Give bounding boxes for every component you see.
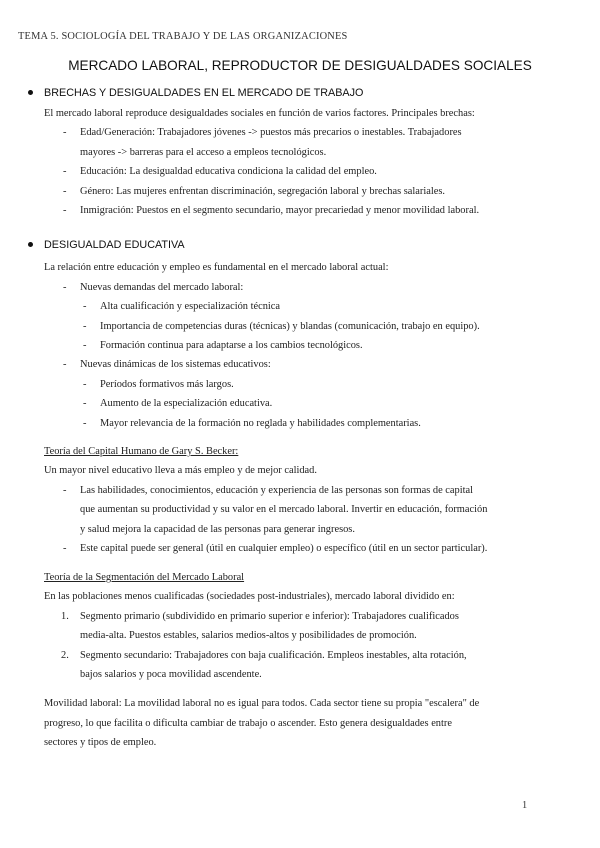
dash-icon: -	[83, 398, 87, 409]
numbered-item: Segmento primario (subdividido en primario superior e inferior): Trabajadores cualificados	[80, 611, 459, 622]
list-item: Nuevas demandas del mercado laboral:	[80, 282, 244, 293]
list-item-cont: y salud mejora la capacidad de las personas para generar ingresos.	[80, 524, 355, 535]
paragraph: El mercado laboral reproduce desigualdades sociales en función de varios factores. Principales brechas:	[44, 108, 475, 119]
list-item-cont: que aumentan su productividad y su valor en el mercado laboral. Invertir en educación, formación	[80, 504, 488, 515]
sub-list-item: Formación continua para adaptarse a los cambios tecnológicos.	[100, 340, 363, 351]
numbered-item-cont: media-alta. Puestos estables, salarios medios-altos y posibilidades de promoción.	[80, 630, 417, 641]
section-heading-desigualdad: DESIGUALDAD EDUCATIVA	[28, 239, 185, 251]
sub-list-item: Aumento de la especialización educativa.	[100, 398, 273, 409]
list-number: 2.	[61, 650, 69, 661]
list-item: Nuevas dinámicas de los sistemas educativos:	[80, 359, 271, 370]
page-title: MERCADO LABORAL, REPRODUCTOR DE DESIGUALDADES SOCIALES	[68, 58, 532, 73]
list-item: Las habilidades, conocimientos, educación y experiencia de las personas son formas de capital	[80, 485, 473, 496]
page-header: TEMA 5. SOCIOLOGÍA DEL TRABAJO Y DE LAS ORGANIZACIONES	[18, 31, 348, 42]
list-item: Género: Las mujeres enfrentan discriminación, segregación laboral y brechas salariales.	[80, 186, 445, 197]
numbered-item-cont: bajos salarios y poca movilidad ascendente.	[80, 669, 262, 680]
sub-list-item: Mayor relevancia de la formación no reglada y habilidades complementarias.	[100, 418, 421, 429]
list-item: Educación: La desigualdad educativa condiciona la calidad del empleo.	[80, 166, 377, 177]
sub-list-item: Importancia de competencias duras (técnicas) y blandas (comunicación, trabajo en equipo).	[100, 321, 480, 332]
dash-icon: -	[83, 418, 87, 429]
dash-icon: -	[63, 166, 67, 177]
dash-icon: -	[83, 301, 87, 312]
subsection-title-segmentation: Teoría de la Segmentación del Mercado Laboral	[44, 572, 245, 583]
bullet-icon	[28, 90, 33, 95]
page-number: 1	[522, 800, 528, 811]
subsection-title-becker: Teoría del Capital Humano de Gary S. Becker:	[44, 446, 239, 457]
section-heading-brechas: BRECHAS Y DESIGUALDADES EN EL MERCADO DE TRABAJO	[28, 87, 363, 99]
paragraph: Un mayor nivel educativo lleva a más empleo y de mejor calidad.	[44, 465, 317, 476]
dash-icon: -	[63, 282, 67, 293]
list-item: Edad/Generación: Trabajadores jóvenes -> puestos más precarios o inestables. Trabajadores	[80, 127, 462, 138]
sub-list-item: Alta cualificación y especialización técnica	[100, 301, 281, 312]
list-item: Inmigración: Puestos en el segmento secundario, mayor precariedad y menor movilidad laboral.	[80, 205, 480, 216]
dash-icon: -	[63, 186, 67, 197]
paragraph-mobility: progreso, lo que facilita o dificulta cambiar de trabajo o ascender. Esto genera desigualdades entre	[44, 718, 452, 729]
list-item-cont: mayores -> barreras para el acceso a empleos tecnológicos.	[80, 147, 327, 158]
dash-icon: -	[83, 321, 87, 332]
paragraph-mobility: sectores y tipos de empleo.	[44, 737, 157, 748]
dash-icon: -	[63, 205, 67, 216]
paragraph-mobility: Movilidad laboral: La movilidad laboral no es igual para todos. Cada sector tiene su propia "escalera" de	[44, 698, 480, 709]
dash-icon: -	[63, 127, 67, 138]
numbered-item: Segmento secundario: Trabajadores con baja cualificación. Empleos inestables, alta rotación,	[80, 650, 467, 661]
dash-icon: -	[83, 340, 87, 351]
paragraph: La relación entre educación y empleo es fundamental en el mercado laboral actual:	[44, 262, 389, 273]
paragraph: En las poblaciones menos cualificadas (sociedades post-industriales), mercado laboral dividido en:	[44, 591, 455, 602]
sub-list-item: Períodos formativos más largos.	[100, 379, 234, 390]
list-number: 1.	[61, 611, 69, 622]
bullet-icon	[28, 242, 33, 247]
dash-icon: -	[63, 543, 67, 554]
list-item: Este capital puede ser general (útil en cualquier empleo) o específico (útil en un sector particular).	[80, 543, 488, 554]
dash-icon: -	[63, 485, 67, 496]
dash-icon: -	[63, 359, 67, 370]
dash-icon: -	[83, 379, 87, 390]
